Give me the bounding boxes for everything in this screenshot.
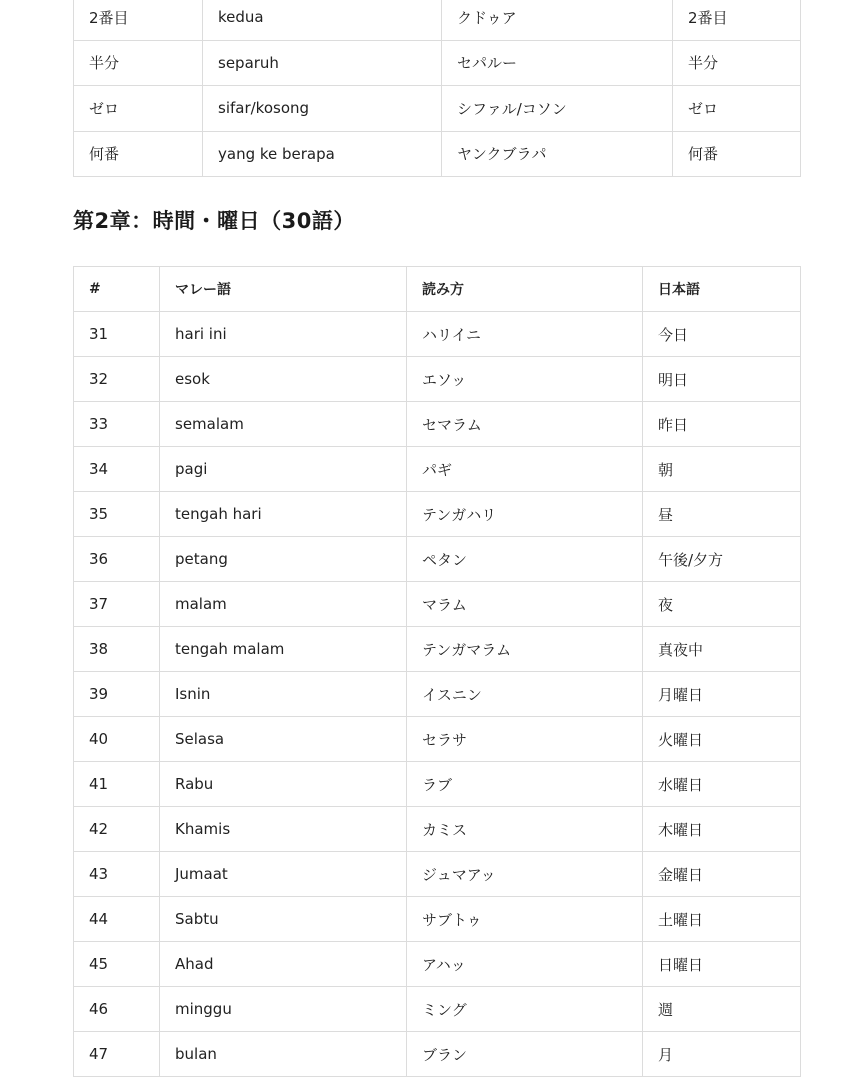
cell-reading: クドゥア	[442, 0, 673, 40]
cell-japanese: 月	[643, 1032, 801, 1077]
column-header-malay: マレー語	[160, 267, 407, 312]
cell-number: 44	[74, 897, 160, 942]
cell-number: 31	[74, 312, 160, 357]
vocab-table-previous	[73, 0, 801, 177]
cell-japanese: 月曜日	[643, 672, 801, 717]
document-page	[73, 0, 801, 1077]
cell-japanese: 明日	[643, 357, 801, 402]
cell-number: 35	[74, 492, 160, 537]
table-row	[74, 492, 801, 537]
cell-reading: ハリイニ	[407, 312, 643, 357]
cell-japanese: 土曜日	[643, 897, 801, 942]
cell-malay: yang ke berapa	[203, 131, 442, 177]
cell-number: 47	[74, 1032, 160, 1077]
cell-number: 45	[74, 942, 160, 987]
cell-japanese: 日曜日	[643, 942, 801, 987]
cell-reading: ジュマアッ	[407, 852, 643, 897]
cell-reading: カミス	[407, 807, 643, 852]
cell-japanese: 何番	[673, 131, 801, 177]
cell-number: 42	[74, 807, 160, 852]
table-row	[74, 312, 801, 357]
cell-reading: ヤンクブラパ	[442, 131, 673, 177]
cell-malay: kedua	[203, 0, 442, 40]
cell-malay: tengah hari	[160, 492, 407, 537]
cell-malay: esok	[160, 357, 407, 402]
table-row	[74, 762, 801, 807]
table-row	[74, 0, 801, 40]
table-header-row	[74, 267, 801, 312]
cell-malay: semalam	[160, 402, 407, 447]
cell-number: 33	[74, 402, 160, 447]
cell-malay: Rabu	[160, 762, 407, 807]
cell-number: 39	[74, 672, 160, 717]
column-header-japanese: 日本語	[643, 267, 801, 312]
cell-malay: Khamis	[160, 807, 407, 852]
cell-reading: セパルー	[442, 40, 673, 86]
cell-malay: Sabtu	[160, 897, 407, 942]
table-row	[74, 582, 801, 627]
table-row	[74, 717, 801, 762]
cell-malay: bulan	[160, 1032, 407, 1077]
table-row	[74, 357, 801, 402]
section-heading: 第2章：時間・曜日（30語）	[73, 209, 355, 233]
table-row	[74, 537, 801, 582]
cell-malay: sifar/kosong	[203, 86, 442, 132]
cell-malay: pagi	[160, 447, 407, 492]
table-row	[74, 1032, 801, 1077]
cell-number: 38	[74, 627, 160, 672]
table-row	[74, 627, 801, 672]
cell-reading: アハッ	[407, 942, 643, 987]
cell-japanese: 午後/夕方	[643, 537, 801, 582]
cell-number: 36	[74, 537, 160, 582]
cell-japanese-term: 何番	[74, 131, 203, 177]
table-row	[74, 897, 801, 942]
cell-reading: ペタン	[407, 537, 643, 582]
cell-malay: Jumaat	[160, 852, 407, 897]
cell-reading: セラサ	[407, 717, 643, 762]
cell-japanese: 木曜日	[643, 807, 801, 852]
cell-reading: マラム	[407, 582, 643, 627]
table-row	[74, 942, 801, 987]
cell-japanese-term: 2番目	[74, 0, 203, 40]
table-row	[74, 86, 801, 132]
cell-number: 41	[74, 762, 160, 807]
cell-reading: セマラム	[407, 402, 643, 447]
cell-japanese-term: 半分	[74, 40, 203, 86]
cell-japanese: 週	[643, 987, 801, 1032]
cell-japanese: 今日	[643, 312, 801, 357]
cell-reading: パギ	[407, 447, 643, 492]
column-header-reading: 読み方	[407, 267, 643, 312]
cell-japanese: 昨日	[643, 402, 801, 447]
cell-reading: ミング	[407, 987, 643, 1032]
cell-japanese: 昼	[643, 492, 801, 537]
cell-japanese: 金曜日	[643, 852, 801, 897]
cell-malay: minggu	[160, 987, 407, 1032]
cell-reading: シファル/コソン	[442, 86, 673, 132]
table-row	[74, 447, 801, 492]
cell-malay: Isnin	[160, 672, 407, 717]
cell-malay: hari ini	[160, 312, 407, 357]
cell-number: 32	[74, 357, 160, 402]
vocab-table-previous-body	[74, 0, 801, 177]
cell-japanese-term: ゼロ	[74, 86, 203, 132]
cell-number: 37	[74, 582, 160, 627]
table-row	[74, 40, 801, 86]
cell-reading: イスニン	[407, 672, 643, 717]
cell-japanese: 真夜中	[643, 627, 801, 672]
cell-malay: Selasa	[160, 717, 407, 762]
cell-japanese: 朝	[643, 447, 801, 492]
cell-malay: Ahad	[160, 942, 407, 987]
cell-number: 34	[74, 447, 160, 492]
cell-japanese: 夜	[643, 582, 801, 627]
cell-number: 46	[74, 987, 160, 1032]
cell-japanese: ゼロ	[673, 86, 801, 132]
cell-reading: ラブ	[407, 762, 643, 807]
cell-japanese: 2番目	[673, 0, 801, 40]
cell-reading: ブラン	[407, 1032, 643, 1077]
cell-malay: tengah malam	[160, 627, 407, 672]
table-row	[74, 852, 801, 897]
cell-number: 43	[74, 852, 160, 897]
vocab-table-time-days-body	[74, 312, 801, 1077]
cell-japanese: 火曜日	[643, 717, 801, 762]
table-row	[74, 987, 801, 1032]
column-header-number: #	[74, 267, 160, 312]
cell-reading: サブトゥ	[407, 897, 643, 942]
cell-malay: separuh	[203, 40, 442, 86]
cell-reading: テンガハリ	[407, 492, 643, 537]
cell-number: 40	[74, 717, 160, 762]
table-row	[74, 807, 801, 852]
cell-reading: エソッ	[407, 357, 643, 402]
table-row	[74, 131, 801, 177]
cell-malay: malam	[160, 582, 407, 627]
vocab-table-time-days	[73, 266, 801, 1077]
table-row	[74, 402, 801, 447]
table-row	[74, 672, 801, 717]
cell-reading: テンガマラム	[407, 627, 643, 672]
cell-japanese: 水曜日	[643, 762, 801, 807]
cell-japanese: 半分	[673, 40, 801, 86]
cell-malay: petang	[160, 537, 407, 582]
